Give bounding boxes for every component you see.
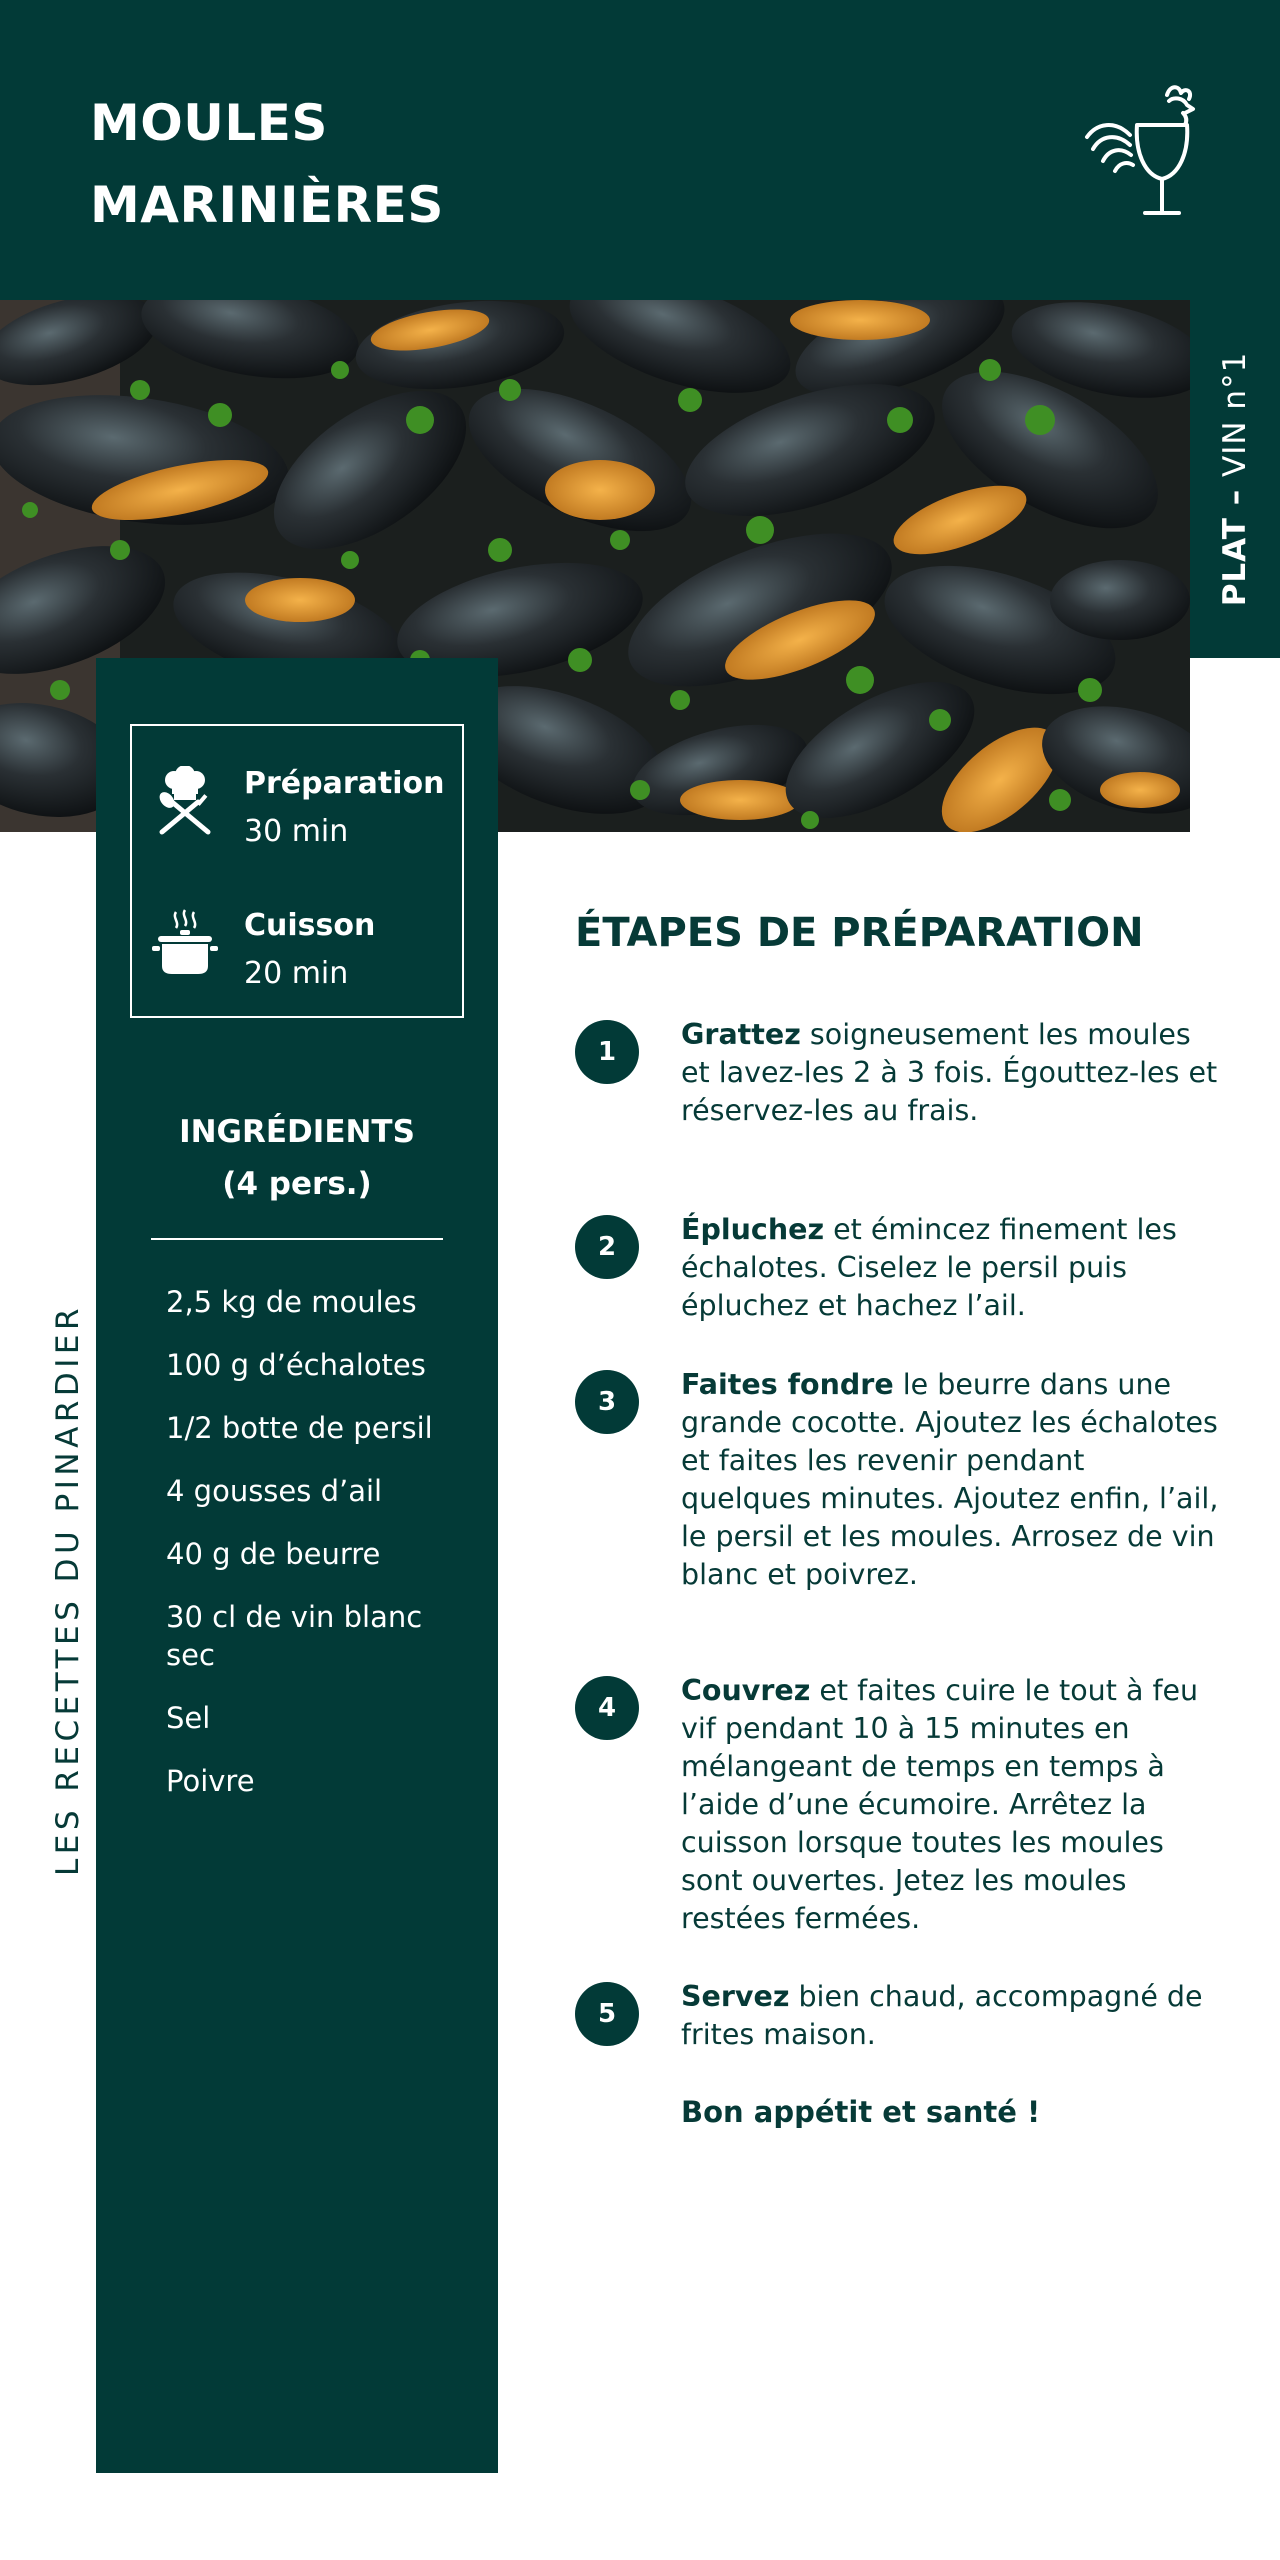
ingredient-item: 40 g de beurre xyxy=(166,1537,381,1571)
step-text xyxy=(681,1016,1221,1130)
step-text xyxy=(681,1366,1221,1594)
step-text xyxy=(681,1978,1221,2054)
ingredients-title-line2: (4 pers.) xyxy=(222,1166,372,1202)
ingredient-item: 100 g d’échalotes xyxy=(166,1348,426,1382)
ingredient-item: Sel xyxy=(166,1701,211,1735)
step-text xyxy=(681,1211,1221,1325)
category-tab-label xyxy=(1217,352,1253,607)
ingredient-item: 30 cl de vin blanc sec xyxy=(166,1600,423,1672)
category-tab xyxy=(1190,300,1280,658)
wine-label: VIN n°1 xyxy=(1217,351,1253,477)
ingredients-title xyxy=(96,1106,498,1210)
step-body: bien chaud, accompagné de frites maison. xyxy=(681,1980,1203,2051)
steps-title: ÉTAPES DE PRÉPARATION xyxy=(575,910,1144,956)
step-verb: Servez xyxy=(681,1980,790,2013)
ingredient-item: 1/2 botte de persil xyxy=(166,1411,433,1445)
ingredients-title-line1: INGRÉDIENTS xyxy=(179,1114,415,1150)
step-verb: Épluchez xyxy=(681,1213,825,1246)
ingredients-list xyxy=(166,1283,476,1825)
step-number: 1 xyxy=(575,1020,639,1084)
cooking-label: Cuisson xyxy=(244,908,376,943)
closing-message: Bon appétit et santé ! xyxy=(681,2095,1041,2129)
ingredient-item: 4 gousses d’ail xyxy=(166,1474,383,1508)
header-banner xyxy=(0,0,1280,300)
timing-box xyxy=(130,724,464,1018)
preparation-time: 30 min xyxy=(244,814,349,849)
recipe-title xyxy=(90,82,444,246)
step-body: soigneusement les moules et lavez-les 2 à 3 fois. Égouttez-les et réservez-les au frais. xyxy=(681,1018,1218,1127)
cooking-time: 20 min xyxy=(244,956,349,991)
series-side-label: LES RECETTES DU PINARDIER xyxy=(50,1303,86,1877)
ingredients-panel xyxy=(96,658,498,2473)
cooking-pot-icon xyxy=(152,908,218,978)
step-number: 5 xyxy=(575,1982,639,2046)
ingredients-divider xyxy=(151,1238,443,1240)
step-number: 2 xyxy=(575,1215,639,1279)
step-body: et émincez finement les échalotes. Ciselez le persil puis épluchez et hachez l’ail. xyxy=(681,1213,1177,1322)
category-label: PLAT xyxy=(1217,517,1253,607)
rooster-wine-glass-icon xyxy=(1075,75,1200,225)
cooking-info xyxy=(132,898,462,998)
step-number: 3 xyxy=(575,1370,639,1434)
recipe-title-line2: MARINIÈRES xyxy=(90,176,444,234)
step-verb: Grattez xyxy=(681,1018,801,1051)
preparation-info xyxy=(132,756,462,856)
step-body: le beurre dans une grande cocotte. Ajoutez les échalotes et faites les revenir pendant quelques minutes. Ajoutez enfin, l’ail, le persil et les moules. Arrosez de vin blanc et poivrez. xyxy=(681,1368,1219,1591)
ingredient-item: 2,5 kg de moules xyxy=(166,1285,417,1319)
step-verb: Faites fondre xyxy=(681,1368,894,1401)
step-verb: Couvrez xyxy=(681,1674,811,1707)
preparation-label: Préparation xyxy=(244,766,445,801)
chef-hat-utensils-icon xyxy=(152,766,218,836)
ingredient-item: Poivre xyxy=(166,1764,255,1798)
step-text xyxy=(681,1672,1221,1938)
category-separator: – xyxy=(1217,476,1253,518)
step-number: 4 xyxy=(575,1676,639,1740)
recipe-title-line1: MOULES xyxy=(90,94,328,152)
step-body: et faites cuire le tout à feu vif pendant 10 à 15 minutes en mélangeant de temps en temps à l’aide d’une écumoire. Arrêtez la cuisson lorsque toutes les moules sont ouvertes. Jetez les moules restées fermées. xyxy=(681,1674,1199,1935)
